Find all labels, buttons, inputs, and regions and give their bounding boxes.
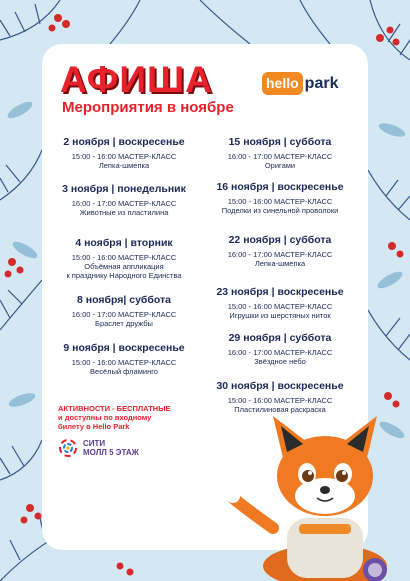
event-time: 16:00 - 17:00 МАСТЕР-КЛАСС xyxy=(71,310,177,319)
event-time: 16:00 - 17:00 МАСТЕР-КЛАСС xyxy=(71,199,177,208)
page-subtitle: Мероприятия в ноябре xyxy=(62,99,234,116)
event-time: 15:00 - 16:00 МАСТЕР-КЛАСС xyxy=(227,302,333,311)
event-date: 22 ноября | суббота xyxy=(228,234,332,246)
event-card xyxy=(54,237,194,280)
note-line: билету в Hello Park xyxy=(58,422,130,431)
venue-floor: МОЛЛ 5 ЭТАЖ xyxy=(83,448,139,457)
logo-park: park xyxy=(304,74,339,92)
event-title: к празднику Народного Единства xyxy=(66,271,182,280)
event-time: 15:00 - 16:00 МАСТЕР-КЛАСС xyxy=(71,152,177,161)
free-activities-note xyxy=(58,404,208,431)
city-mall-logo-icon xyxy=(58,438,78,458)
event-title: Оригами xyxy=(264,161,296,170)
event-date: 3 ноября | понедельник xyxy=(62,183,186,195)
fox-mascot xyxy=(225,398,410,581)
event-card xyxy=(54,183,194,217)
event-time: 16:00 - 17:00 МАСТЕР-КЛАСС xyxy=(227,250,333,259)
event-date: 23 ноября | воскресенье xyxy=(216,286,344,298)
event-date: 16 ноября | воскресенье xyxy=(216,181,344,193)
event-card xyxy=(202,332,358,366)
event-card xyxy=(202,234,358,268)
event-time: 15:00 - 16:00 МАСТЕР-КЛАСС xyxy=(71,253,177,262)
event-date: 15 ноября | суббота xyxy=(228,136,332,148)
event-card xyxy=(54,342,194,376)
event-title: Лепка-шмепка xyxy=(98,161,150,170)
event-time: 15:00 - 16:00 МАСТЕР-КЛАСС xyxy=(71,358,177,367)
event-date: 30 ноября | воскресенье xyxy=(216,380,344,392)
event-card xyxy=(54,294,194,328)
event-card xyxy=(202,286,358,320)
event-time: 16:00 - 17:00 МАСТЕР-КЛАСС xyxy=(227,348,333,357)
event-title: Животные из пластилина xyxy=(79,208,169,217)
event-title: Браслет дружбы xyxy=(95,319,153,328)
note-line: и доступны по входному xyxy=(58,413,152,422)
event-time: 16:00 - 17:00 МАСТЕР-КЛАСС xyxy=(227,152,333,161)
event-date: 29 ноября | суббота xyxy=(228,332,332,344)
event-title: Пластилиновая раскраска xyxy=(234,405,326,414)
event-date: 2 ноября | воскресенье xyxy=(63,136,185,148)
event-card xyxy=(202,181,358,215)
logo-hello: hello xyxy=(262,72,303,95)
event-date: 4 ноября | вторник xyxy=(75,237,173,249)
note-line: АКТИВНОСТИ - БЕСПЛАТНЫЕ xyxy=(58,404,171,413)
event-card xyxy=(202,136,358,170)
event-date: 9 ноября | воскресенье xyxy=(63,342,185,354)
event-title: Лепка-шмепка xyxy=(254,259,306,268)
page-title: АФИША xyxy=(60,59,213,100)
event-title: Игрушки из шерстяных ниток xyxy=(229,311,331,320)
event-date: 8 ноября| суббота xyxy=(76,294,172,306)
event-time: 15:00 - 16:00 МАСТЕР-КЛАСС xyxy=(227,396,333,405)
hello-park-logo xyxy=(262,72,338,95)
event-card xyxy=(54,136,194,170)
event-time: 15:00 - 16:00 МАСТЕР-КЛАСС xyxy=(227,197,333,206)
event-title: Поделки из синельной проволоки xyxy=(221,206,339,215)
event-title: Весёлый фламинго xyxy=(90,367,158,376)
event-title: Объёмная аппликация xyxy=(84,262,164,271)
city-mall-logo xyxy=(58,438,139,458)
venue-name: СИТИ xyxy=(83,439,106,448)
event-title: Звёздное небо xyxy=(254,357,306,366)
